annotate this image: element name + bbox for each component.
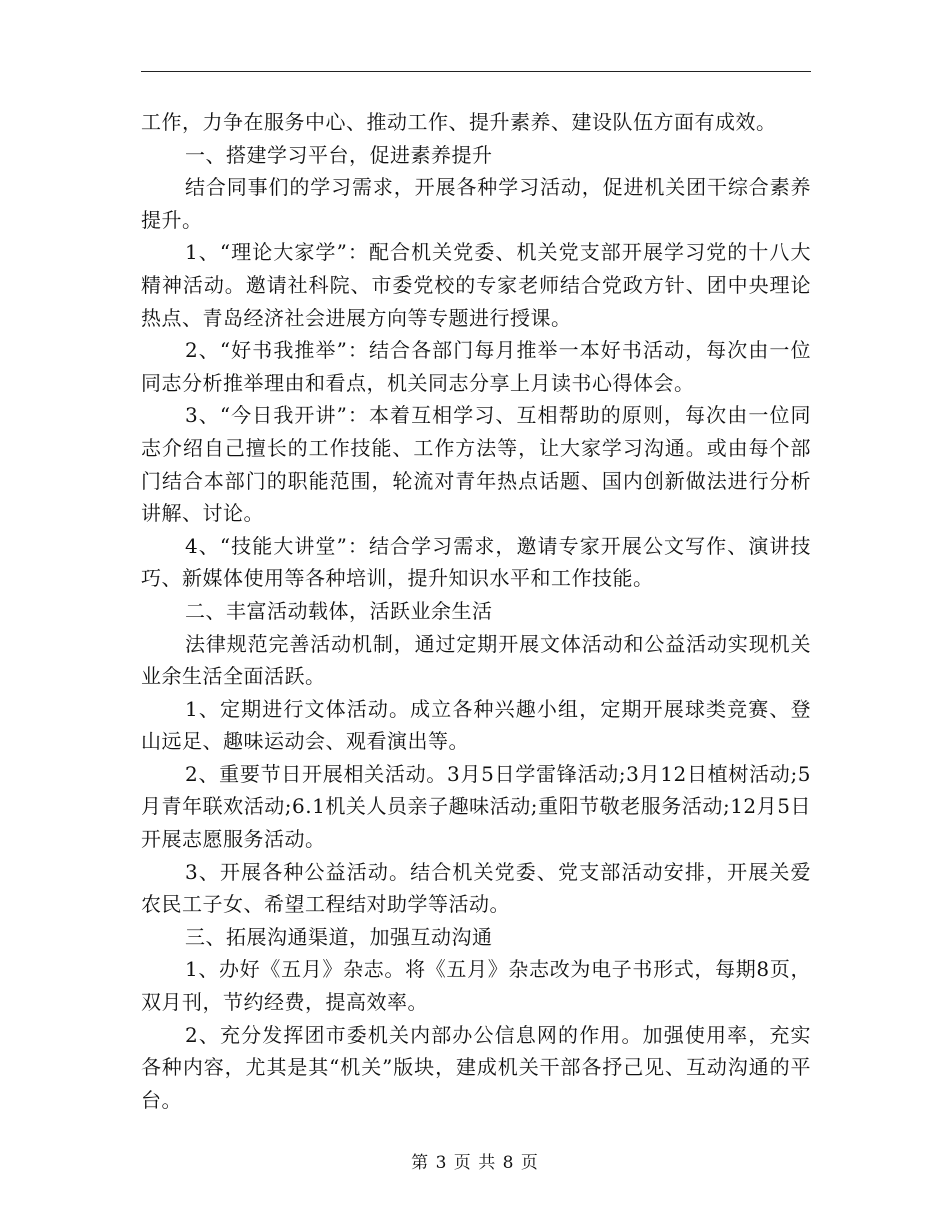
document-body	[141, 106, 811, 1116]
list-item: 1、办好《五月》杂志。将《五月》杂志改为电子书形式，每期8页，双月刊，节约经费，提高效率。	[141, 957, 811, 1015]
paragraph: 法律规范完善活动机制，通过定期开展文体活动和公益活动实现机关业余生活全面活跃。	[141, 631, 811, 689]
list-item: 2、“好书我推举”：结合各部门每月推举一本好书活动，每次由一位同志分析推举理由和看点，机关同志分享上月读书心得体会。	[141, 338, 811, 395]
section-heading: 二、丰富活动载体，活跃业余生活	[185, 598, 493, 623]
list-item: 4、“技能大讲堂”：结合学习需求，邀请专家开展公文写作、演讲技巧、新媒体使用等各种培训，提升知识水平和工作技能。	[141, 533, 811, 591]
section-heading: 一、搭建学习平台，促进素养提升	[185, 142, 493, 167]
list-item: 1、“理论大家学”：配合机关党委、机关党支部开展学习党的十八大精神活动。邀请社科院、市委党校的专家老师结合党政方针、团中央理论热点、青岛经济社会进展方向等专题进行授课。	[141, 240, 811, 330]
header-rule	[141, 71, 811, 72]
paragraph: 工作，力争在服务中心、推动工作、提升素养、建设队伍方面有成效。	[141, 110, 777, 134]
page-number-footer: 第 3 页 共 8 页	[411, 1153, 539, 1173]
list-item: 2、重要节日开展相关活动。3月5日学雷锋活动;3月12日植树活动;5月青年联欢活动;6.1机关人员亲子趣味活动;重阳节敬老服务活动;12月5日开展志愿服务活动。	[141, 761, 811, 852]
section-heading: 三、拓展沟通渠道，加强互动沟通	[185, 924, 493, 949]
list-item: 1、定期进行文体活动。成立各种兴趣小组，定期开展球类竞赛、登山远足、趣味运动会、观看演出等。	[141, 696, 811, 754]
paragraph: 结合同事们的学习需求，开展各种学习活动，促进机关团干综合素养提升。	[141, 175, 811, 232]
list-item: 3、开展各种公益活动。结合机关党委、党支部活动安排，开展关爱农民工子女、希望工程结对助学等活动。	[141, 859, 811, 917]
list-item: 2、充分发挥团市委机关内部办公信息网的作用。加强使用率，充实各种内容，尤其是其“机关”版块，建成机关干部各抒己见、互动沟通的平台。	[141, 1022, 811, 1112]
list-item: 3、“今日我开讲”：本着互相学习、互相帮助的原则，每次由一位同志介绍自己擅长的工作技能、工作方法等，让大家学习沟通。或由每个部门结合本部门的职能范围，轮流对青年热点话题、国内创新做法进行分析讲解、讨论。	[141, 403, 811, 526]
